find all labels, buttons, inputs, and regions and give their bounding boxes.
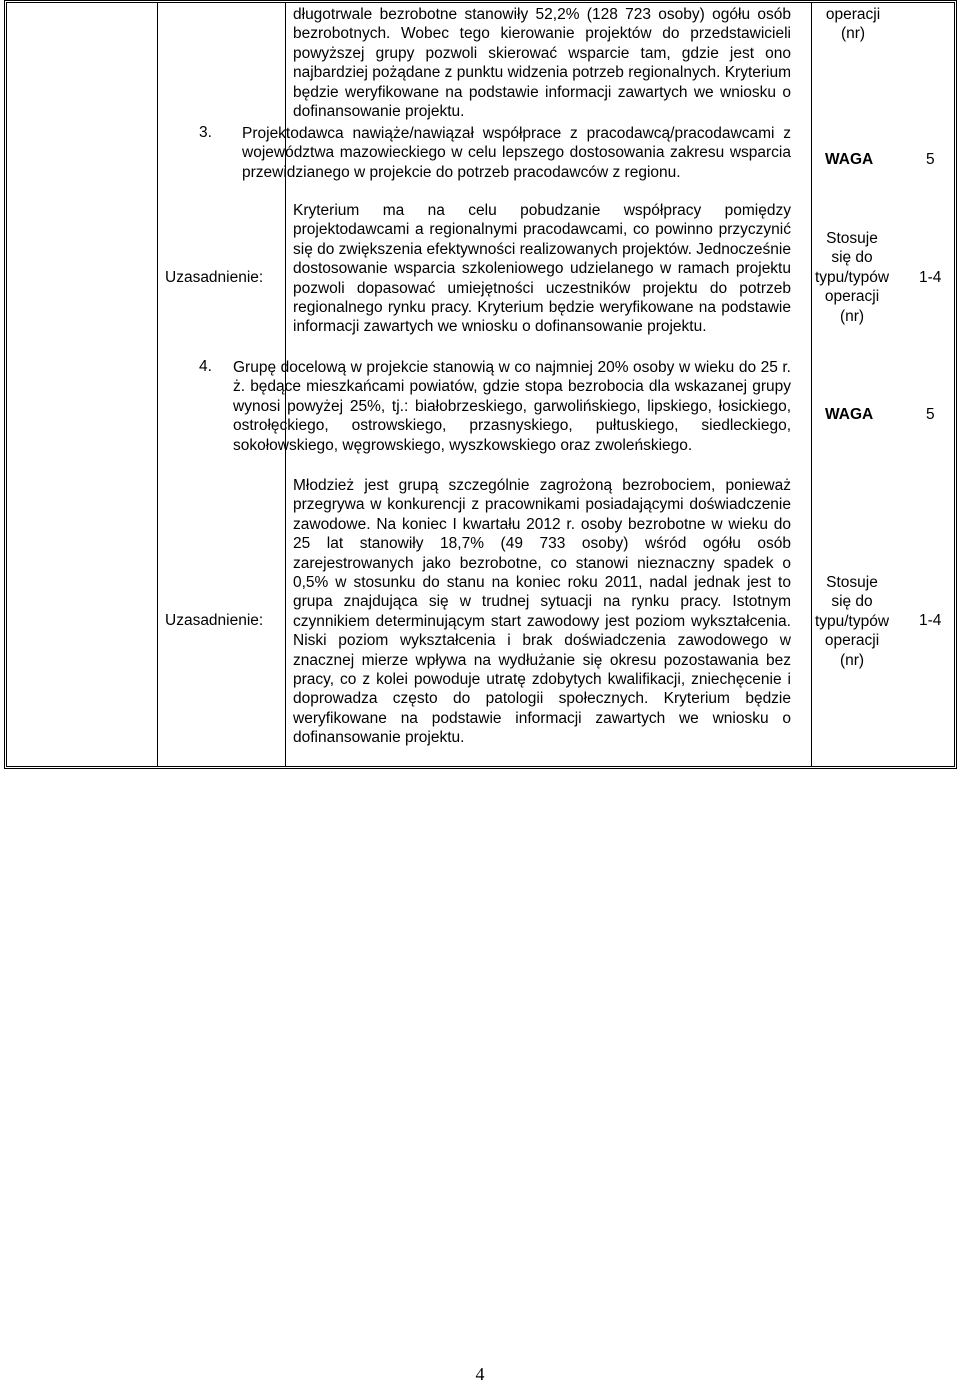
criterion-number: 4. (199, 358, 212, 375)
justification-text: Kryterium ma na celu pobudzanie współpracy pomiędzy projektodawcami a regionalnymi pracodawcami, co powinno przyczynić się do zwiększenia efektywności realizowanych projektów. Jednocześnie dostosowanie wsparcia szkoleniowego udzielanego w ramach projektu pozwoli dopasować umiejętności uczestników projektu do potrzeb regionalnego rynku pracy. Kryterium będzie weryfikowane na podstawie informacji zawartych we wniosku o dofinansowanie projektu. (293, 202, 791, 336)
justification-text-continued: długotrwale bezrobotne stanowiły 52,2% (128 723 osoby) ogółu osób bezrobotnych. Wobec tego kierowanie projektów do przedstawicieli powyższej grupy pozwoli skierować wsparcie tam, gdzie jest ono najbardziej pożądane z punktu widzenia potrzeb regionalnych. Kryterium będzie weryfikowane na podstawie informacji zawartych we wniosku o dofinansowanie projektu. (293, 6, 792, 121)
applies-to-operations: Stosuje się do typu/typów operacji (nr) (814, 230, 890, 325)
justification-label: Uzasadnienie: (165, 612, 264, 629)
criterion-text: Grupę docelową w projekcie stanowią w co najmniej 20% osoby w wieku do 25 r. ż. będące mieszkańcami powiatów, gdzie stopa bezrobocia dla wskazanej grupy wynosi powyżej 25%, tj.: białobrzeskiego, garwolińskiego, lipskiego, łosickiego, ostrołęckiego, ostrowskiego, przasnyskiego, pułtuskiego, siedleckiego, sokołowskiego, węgrowskiego, wyszkowskiego oraz zwoleńskiego. (233, 359, 791, 454)
operation-range: 1-4 (919, 612, 942, 629)
weight-label: WAGA (825, 151, 874, 168)
justification-label: Uzasadnienie: (165, 269, 264, 286)
criterion-number: 3. (199, 124, 212, 141)
criterion-text: Projektodawca nawiąże/nawiązał współprace z pracodawcą/pracodawcami z województwa mazowieckiego w celu lepszego dostosowania zakresu wsparcia przewidzianego w projekcie do potrzeb pracodawców z regionu. (242, 125, 791, 181)
weight-value: 5 (926, 151, 935, 168)
page-number: 4 (475, 1364, 485, 1384)
column-divider (157, 3, 158, 766)
applies-to-operations: Stosuje się do typu/typów operacji (nr) (814, 574, 890, 669)
weight-label: WAGA (825, 406, 874, 423)
applies-to-operations: operacji (nr) (825, 6, 881, 43)
justification-text: Młodzież jest grupą szczególnie zagrożoną bezrobociem, ponieważ przegrywa w konkurencji z pracownikami posiadającymi doświadczenie zawodowe. Na koniec I kwartału 2012 r. osoby bezrobotne w wieku do 25 lat stanowiły 18,7% (49 733 osoby) wśród ogółu osób zarejestrowanych jako bezrobotne, co stanowi nieznaczny spadek o 0,5% w stosunku do stanu na koniec roku 2011, nadal jednak jest to grupa znajdująca się w trudnej sytuacji na rynku pracy. Istotnym czynnikiem determinującym start zawodowy jest poziom wykształcenia. Niski poziom wykształcenia i brak doświadczenia zawodowego w znacznej mierze wpływa na wydłużanie się okresu pozostawania bez pracy, co z kolei powoduje utratę zdobytych kwalifikacji, zniechęcenie i doprowadza często do patologii społecznych. Kryterium będzie weryfikowane na podstawie informacji zawartych we wniosku o dofinansowanie projektu. (293, 477, 791, 747)
weight-value: 5 (926, 406, 935, 423)
operation-range: 1-4 (919, 269, 942, 286)
